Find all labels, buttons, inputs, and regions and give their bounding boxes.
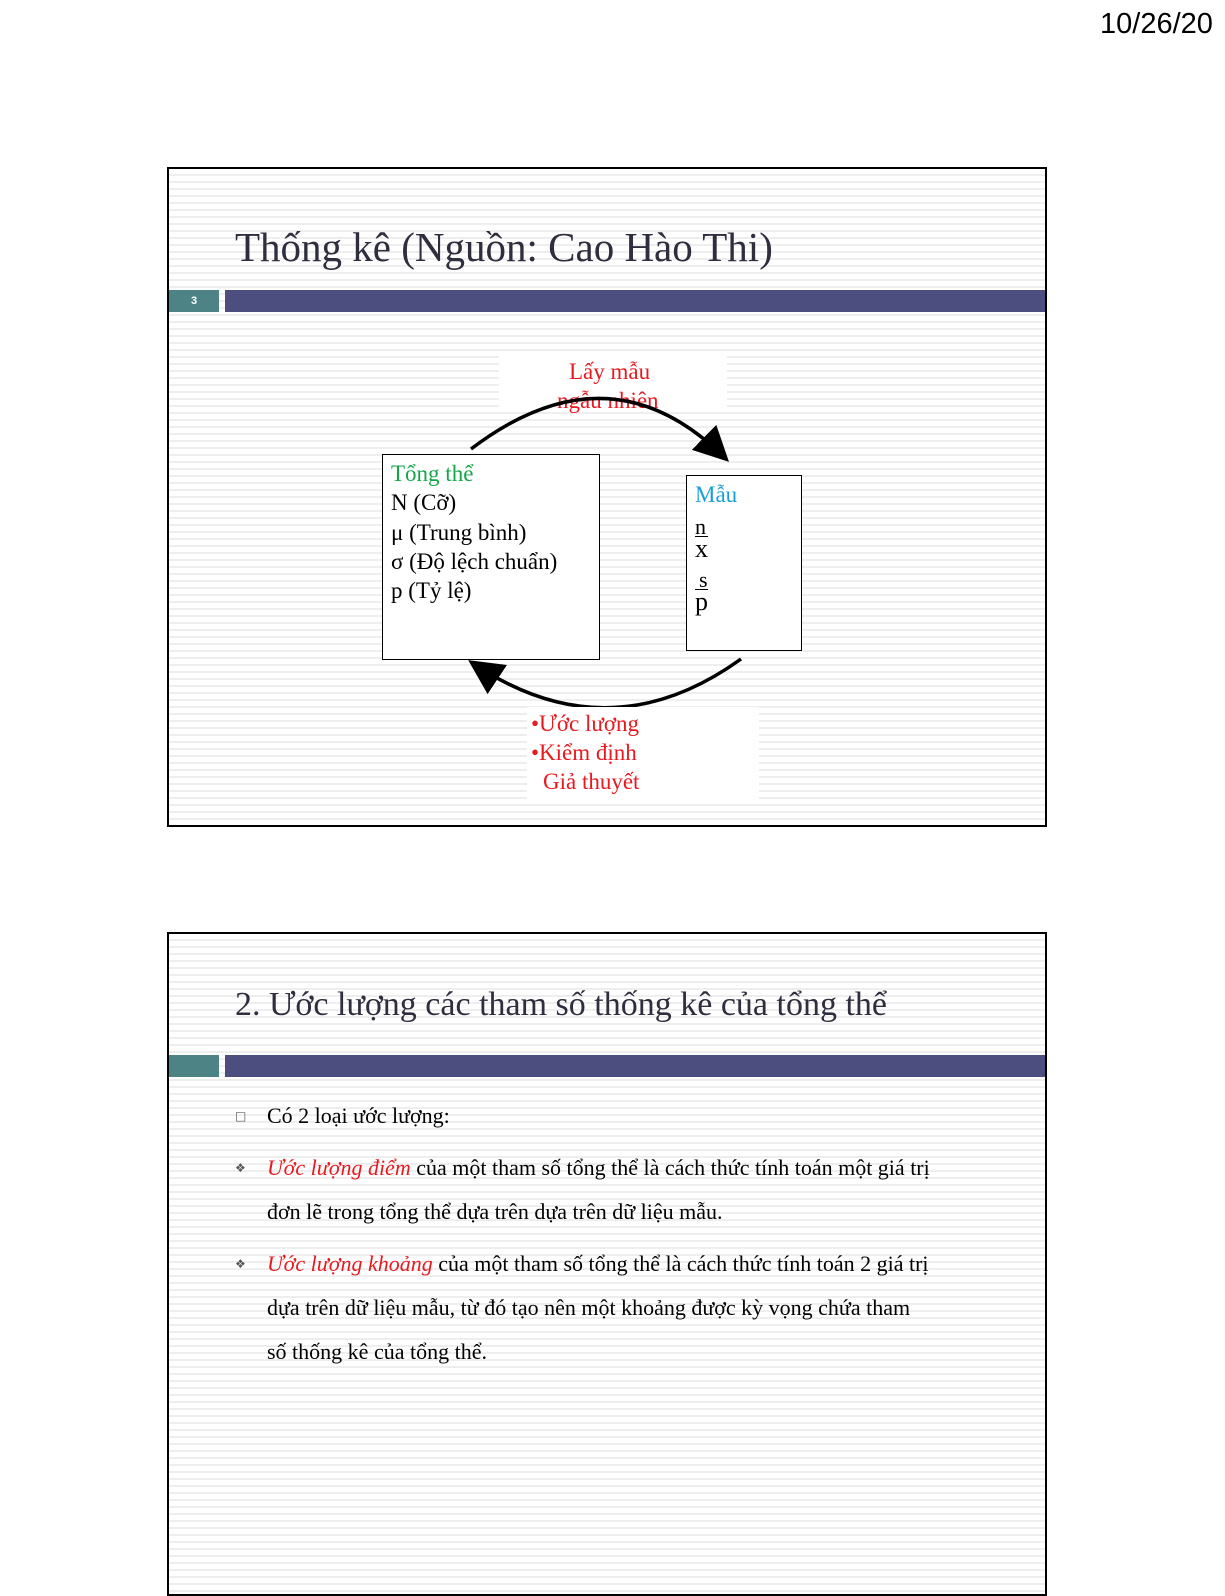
list-item-text: Ước lượng khoảng của một tham số tổng thể là cách thức tính toán 2 giá trị dựa trên dữ liệu mẫu, từ đó tạo nên một khoảng được kỳ vọng chứa tham số thống kê của tổng thể. — [267, 1251, 929, 1364]
sample-proportion-symbol: p — [695, 587, 708, 616]
sample-stddev-symbol: s — [699, 567, 708, 592]
list-item-text: Có 2 loại ước lượng: — [267, 1103, 450, 1128]
population-heading: Tổng thể — [391, 461, 474, 486]
diamond-bullet-icon: ❖ — [235, 1161, 246, 1175]
slide-4 — [167, 932, 1047, 1596]
inference-label-line3: Giả thuyết — [543, 769, 640, 794]
slide-title: 2. Ước lượng các tham số thống kê của tổng thể — [235, 986, 887, 1023]
inference-label-box — [527, 707, 759, 802]
list-item — [235, 1146, 1025, 1234]
sample-mean-symbol: x — [695, 534, 708, 563]
population-mean: μ (Trung bình) — [391, 520, 527, 545]
sampling-label-line1: Lấy mẫu — [569, 359, 651, 384]
population-proportion: p (Tỷ lệ) — [391, 578, 472, 603]
slide-title: Thống kê (Nguồn: Cao Hào Thi) — [235, 224, 773, 270]
population-stddev: σ (Độ lệch chuẩn) — [391, 549, 558, 574]
title-underline-bar — [225, 1055, 1045, 1077]
inference-label-line2: •Kiểm định — [531, 740, 637, 765]
population-size: N (Cỡ) — [391, 490, 457, 515]
list-item-text: Ước lượng điểm của một tham số tổng thể là cách thức tính toán một giá trị đơn lẽ trong tổng thể dựa trên dựa trên dữ liệu mẫu. — [267, 1155, 930, 1224]
sample-size-symbol: n — [695, 514, 706, 539]
sampling-label-line2: ngẫu nhiên — [557, 388, 659, 413]
slide-number-bar — [169, 1055, 219, 1077]
list-item — [235, 1242, 1025, 1374]
header-date: 10/26/20 — [1100, 8, 1213, 40]
sample-heading: Mẫu — [695, 482, 738, 507]
inference-arrow — [474, 659, 741, 708]
population-box — [382, 454, 600, 660]
inference-label-line1: •Ước lượng — [531, 711, 640, 736]
diamond-bullet-icon: ❖ — [235, 1257, 246, 1271]
slide-number: 3 — [190, 295, 198, 307]
list-item — [235, 1094, 1025, 1138]
sampling-arrow — [471, 398, 724, 457]
slide-3 — [167, 167, 1047, 827]
square-bullet-icon: □ — [235, 1109, 247, 1123]
sample-box — [686, 475, 802, 651]
